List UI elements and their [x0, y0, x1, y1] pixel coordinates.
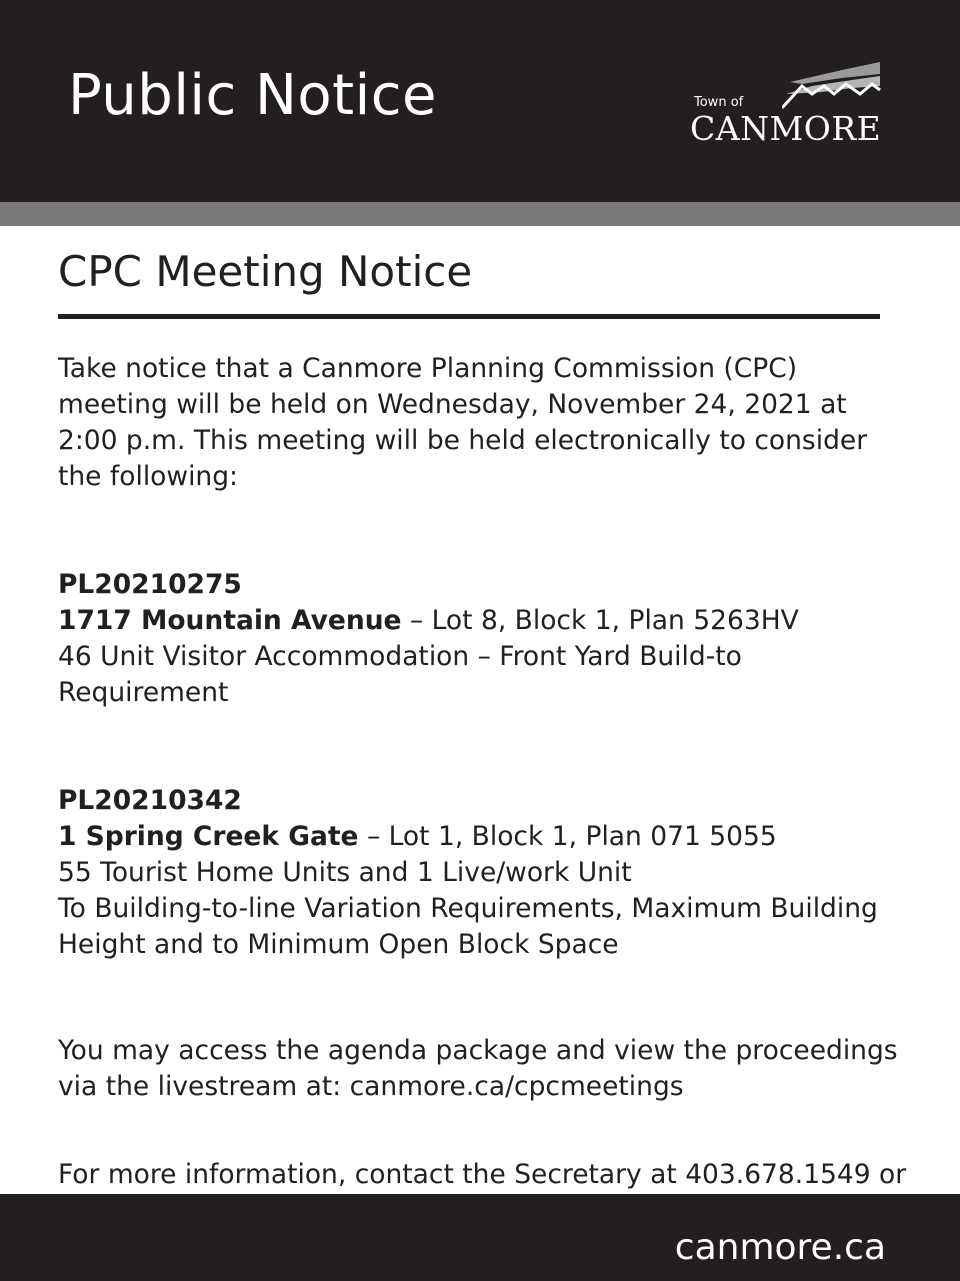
application-description: 55 Tourist Home Units and 1 Live/work Unit [58, 857, 632, 888]
application-address: 1717 Mountain Avenue [58, 605, 402, 636]
town-logo [690, 60, 890, 148]
notice-content [58, 244, 908, 1229]
application-item-1 [58, 567, 908, 711]
footer-bar [0, 1194, 960, 1281]
application-item-2 [58, 783, 908, 963]
page-title: Public Notice [68, 63, 437, 128]
application-id: PL20210275 [58, 569, 242, 600]
application-description: 46 Unit Visitor Accommodation – Front Yard Build-to Requirement [58, 641, 742, 708]
application-description: To Building-to-line Variation Requirements, Maximum Building Height and to Minimum Open Block Space [58, 893, 878, 960]
access-paragraph: You may access the agenda package and view the proceedings via the livestream at: canmore.ca/cpcmeetings [58, 1035, 898, 1102]
application-legal: – Lot 8, Block 1, Plan 5263HV [401, 605, 799, 636]
logo-town-of: Town of [694, 95, 744, 110]
contact-paragraph: For more information, contact the Secretary at 403.678.1549 or [58, 1159, 907, 1190]
title-divider [58, 314, 880, 319]
intro-paragraph: Take notice that a Canmore Planning Commission (CPC) meeting will be held on Wednesday, November 24, 2021 at 2:00 p.m. This meeting will be held electronically to consider the following: [58, 353, 868, 492]
section-title: CPC Meeting Notice [58, 247, 473, 296]
application-legal: – Lot 1, Block 1, Plan 071 5055 [358, 821, 777, 852]
logo-canmore: CANMORE [690, 109, 882, 148]
application-id: PL20210342 [58, 785, 242, 816]
footer-website-link[interactable]: canmore.ca [674, 1227, 886, 1268]
header-bar [0, 0, 960, 202]
mountain-logo-icon [782, 60, 882, 110]
header-accent-band [0, 202, 960, 226]
application-address: 1 Spring Creek Gate [58, 821, 359, 852]
